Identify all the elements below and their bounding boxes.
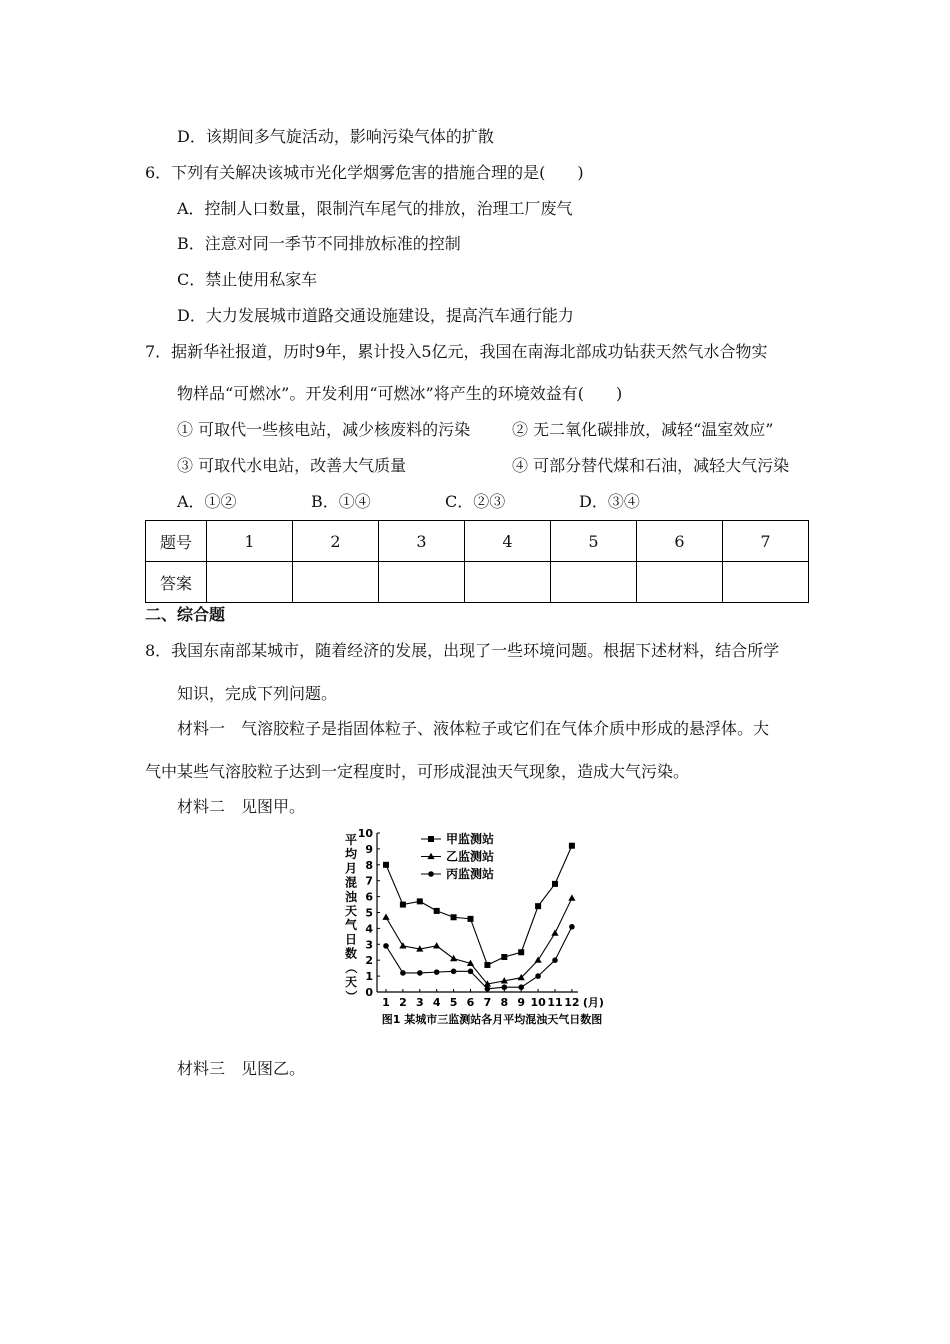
answer-table [145,520,809,603]
y-tick-label: 9 [365,842,373,856]
x-tick-label: 12 [564,996,580,1009]
y-axis-label-char: （ [344,961,358,974]
data-point-s2 [551,929,558,935]
answer-cell[interactable] [379,562,465,603]
x-tick-label: 4 [432,996,441,1009]
x-tick-label: 6 [466,996,475,1009]
data-point-s1 [501,954,507,960]
y-axis-label-char: 气 [344,918,358,933]
x-tick-label: 9 [517,996,526,1009]
question-number-cell: 3 [379,521,465,562]
answer-cell[interactable] [637,562,723,603]
q6-option-a: A．控制人口数量，限制汽车尾气的排放，治理工厂废气 [177,199,573,218]
q6-option-c: C．禁止使用私家车 [177,270,318,289]
data-point-s1 [451,914,457,920]
data-point-s2 [399,942,406,948]
y-axis-label [344,832,359,1002]
answer-cell[interactable] [465,562,551,603]
data-point-s1 [417,898,423,904]
answer-cell[interactable] [207,562,293,603]
material-2: 材料二 见图甲。 [177,797,306,816]
y-tick-label: 1 [365,970,373,984]
y-tick-label: 2 [365,954,373,968]
q7-option-c: C．②③ [445,492,506,511]
y-axis-label-char: 数 [344,946,358,961]
data-point-s1 [552,881,558,887]
data-point-s2 [382,913,389,919]
q7-option-a: A．①② [177,492,237,511]
y-tick-label: 8 [365,858,373,872]
y-axis-label-char: 天 [344,975,358,989]
y-tick-label: 5 [365,906,373,920]
question-number-cell: 7 [723,521,809,562]
y-axis-label-char: ） [344,990,358,1003]
question-number-cell: 5 [551,521,637,562]
material-3: 材料三 见图乙。 [177,1059,306,1078]
q6-option-b: B．注意对同一季节不同排放标准的控制 [177,234,461,253]
y-tick-label: 6 [365,890,373,904]
legend-marker [428,871,434,877]
y-axis-label-char: 天 [344,904,358,918]
y-axis-label-char: 均 [344,847,358,862]
data-point-s3 [518,984,524,990]
legend-label: 甲监测站 [446,832,495,846]
x-tick-label: 1 [382,996,390,1009]
q8-stem-line1: 8．我国东南部某城市，随着经济的发展，出现了一些环境问题。根据下述材料，结合所学 [145,641,780,660]
series-line-3 [386,927,572,989]
data-point-s3 [485,986,491,992]
q7-stem-line2: 物样品“可燃冰”。开发利用“可燃冰”将产生的环境效益有( ) [177,384,623,403]
question-number-cell: 6 [637,521,723,562]
chart-legend [421,831,494,881]
question-number-cell: 1 [207,521,293,562]
chart-title: 图1 某城市三监测站各月平均混浊天气日数图 [381,1013,603,1026]
y-tick-label: 7 [365,874,373,888]
q7-item-1: ① 可取代一些核电站，减少核废料的污染 [177,420,471,439]
data-point-s3 [569,924,575,930]
x-tick-label: 3 [415,996,424,1009]
data-point-s1 [569,843,575,849]
legend-marker [427,853,434,859]
q8-stem-line2: 知识，完成下列问题。 [177,684,338,703]
data-point-s1 [535,903,541,909]
series-line-1 [386,846,572,965]
y-axis-label-char: 平 [344,833,358,847]
data-point-s2 [433,942,440,948]
data-point-s3 [552,957,558,963]
x-axis-unit: (月) [582,996,604,1009]
series-lines [382,843,575,992]
y-axis-label-char: 浊 [344,889,358,904]
y-axis-label-char: 日 [344,932,358,947]
answer-cell[interactable] [293,562,379,603]
q6-option-d: D．大力发展城市道路交通设施建设，提高汽车通行能力 [177,306,574,325]
data-point-s2 [568,894,575,900]
y-tick-label: 3 [365,938,373,952]
answer-table-header-row [146,521,809,562]
question-number-label: 题号 [146,521,207,562]
legend-label: 丙监测站 [446,867,495,881]
q7-option-b: B．①④ [311,492,371,511]
data-point-s3 [434,969,440,975]
data-point-s1 [484,962,490,968]
data-point-s3 [502,984,508,990]
y-tick-label: 10 [357,827,373,840]
question-number-cell: 2 [293,521,379,562]
x-tick-label: 10 [530,996,546,1009]
legend-marker [428,836,434,842]
data-point-s1 [468,916,474,922]
data-point-s1 [400,902,406,908]
y-tick-label: 0 [365,986,373,999]
x-tick-label: 2 [399,996,407,1009]
data-point-s3 [468,969,474,975]
x-tick-label: 5 [449,996,458,1009]
q6-stem: 6．下列有关解决该城市光化学烟雾危害的措施合理的是( ) [145,163,584,182]
q7-item-4: ④ 可部分替代煤和石油，减轻大气污染 [512,456,790,475]
answer-table-answer-row [146,562,809,603]
data-point-s3 [383,943,389,949]
data-point-s3 [535,973,541,979]
q5-option-d: D．该期间多气旋活动，影响污染气体的扩散 [177,127,494,146]
x-tick-label: 8 [500,996,509,1009]
answer-label: 答案 [146,562,207,603]
q7-item-3: ③ 可取代水电站，改善大气质量 [177,456,407,475]
material-1-line2: 气中某些气溶胶粒子达到一定程度时，可形成混浊天气现象，造成大气污染。 [145,762,690,781]
legend-label: 乙监测站 [446,849,495,864]
y-axis-label-char: 月 [344,861,358,876]
x-tick-label: 11 [547,996,563,1009]
data-point-s1 [383,862,389,868]
question-number-cell: 4 [465,521,551,562]
section-title: 二、综合题 [145,605,226,624]
x-tick-label: 7 [483,996,492,1009]
y-axis-label-char: 混 [344,875,358,890]
q7-item-2: ② 无二氧化碳排放，减轻“温室效应” [512,420,774,439]
data-point-s3 [417,970,423,976]
data-point-s3 [400,970,406,976]
data-point-s2 [535,956,542,962]
answer-cell[interactable] [551,562,637,603]
data-point-s2 [450,955,457,961]
y-tick-label: 4 [365,922,373,936]
material-1-line1: 材料一 气溶胶粒子是指固体粒子、液体粒子或它们在气体介质中形成的悬浮体。大 [177,719,770,738]
answer-cell[interactable] [723,562,809,603]
turbidity-chart [335,826,625,1036]
data-point-s1 [518,949,524,955]
data-point-s3 [451,969,457,975]
q7-stem-line1: 7．据新华社报道，历时9年，累计投入5亿元，我国在南海北部成功钻获天然气水合物实 [145,342,768,361]
data-point-s1 [434,908,440,914]
q7-option-d: D．③④ [579,492,640,511]
